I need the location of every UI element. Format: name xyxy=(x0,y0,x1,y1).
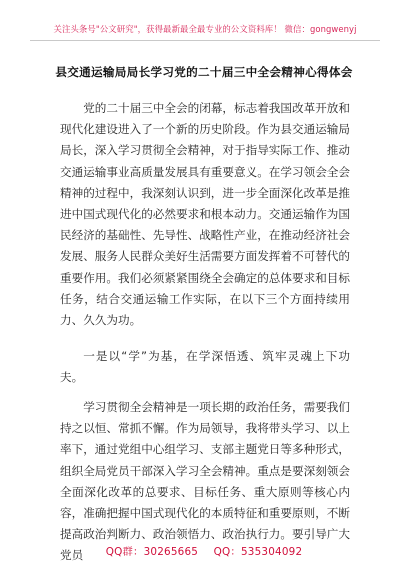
footer-contact xyxy=(0,543,408,559)
body-paragraph-3 xyxy=(60,397,350,567)
footer-qq: QQ：535304092 xyxy=(213,546,303,558)
document-title: 县交通运输局局长学习党的二十届三中全会精神心得体会 xyxy=(55,65,353,79)
paragraph-text: 学习贯彻全会精神是一项长期的政治任务，需要我们持之以恒、常抓不懈。作为局领导，我将带头学习、以上率下，通过党组中心组学习、支部主题党日等多种形式，组织全局党员干部深入学习全会精神。重点是要深刻领会全面深化改革的总要求、目标任务、重大原则等核心内容，准确把握中国式现代化的本质特征和重要原则，不断提高政治判断力、政治领悟力、政治执行力。要引导广大党员 xyxy=(60,400,350,563)
paragraph-text: 一是以“学”为基，在学深悟透、筑牢灵魂上下功夫。 xyxy=(60,349,350,385)
body-paragraph-2 xyxy=(60,346,350,388)
header-banner: 关注头条号"公文研究"，获得最新最全最专业的公文资料库！ 微信：gongwenyj xyxy=(30,22,380,41)
paragraph-text: 党的二十届三中全会的闭幕，标志着我国改革开放和现代化建设进入了一个新的历史阶段。作为县交通运输局局长，深入学习贯彻全会精神，对于指导实际工作、推动交通运输事业高质量发展具有重要意义。在学习领会全会精神的过程中，我深刻认识到，进一步全面深化改革是推进中国式现代化的必然要求和根本动力。交通运输作为国民经济的基础性、先导性、战略性产业，在推动经济社会发展、服务人民群众美好生活需要方面发挥着不可替代的重要作用。我们必须紧紧围绕全会确定的总体要求和目标任务，结合交通运输工作实际，在以下三个方面持续用力、久久为功。 xyxy=(60,101,350,328)
body-paragraph-1 xyxy=(60,98,350,331)
footer-qq-group: QQ群：30265665 xyxy=(105,546,199,558)
